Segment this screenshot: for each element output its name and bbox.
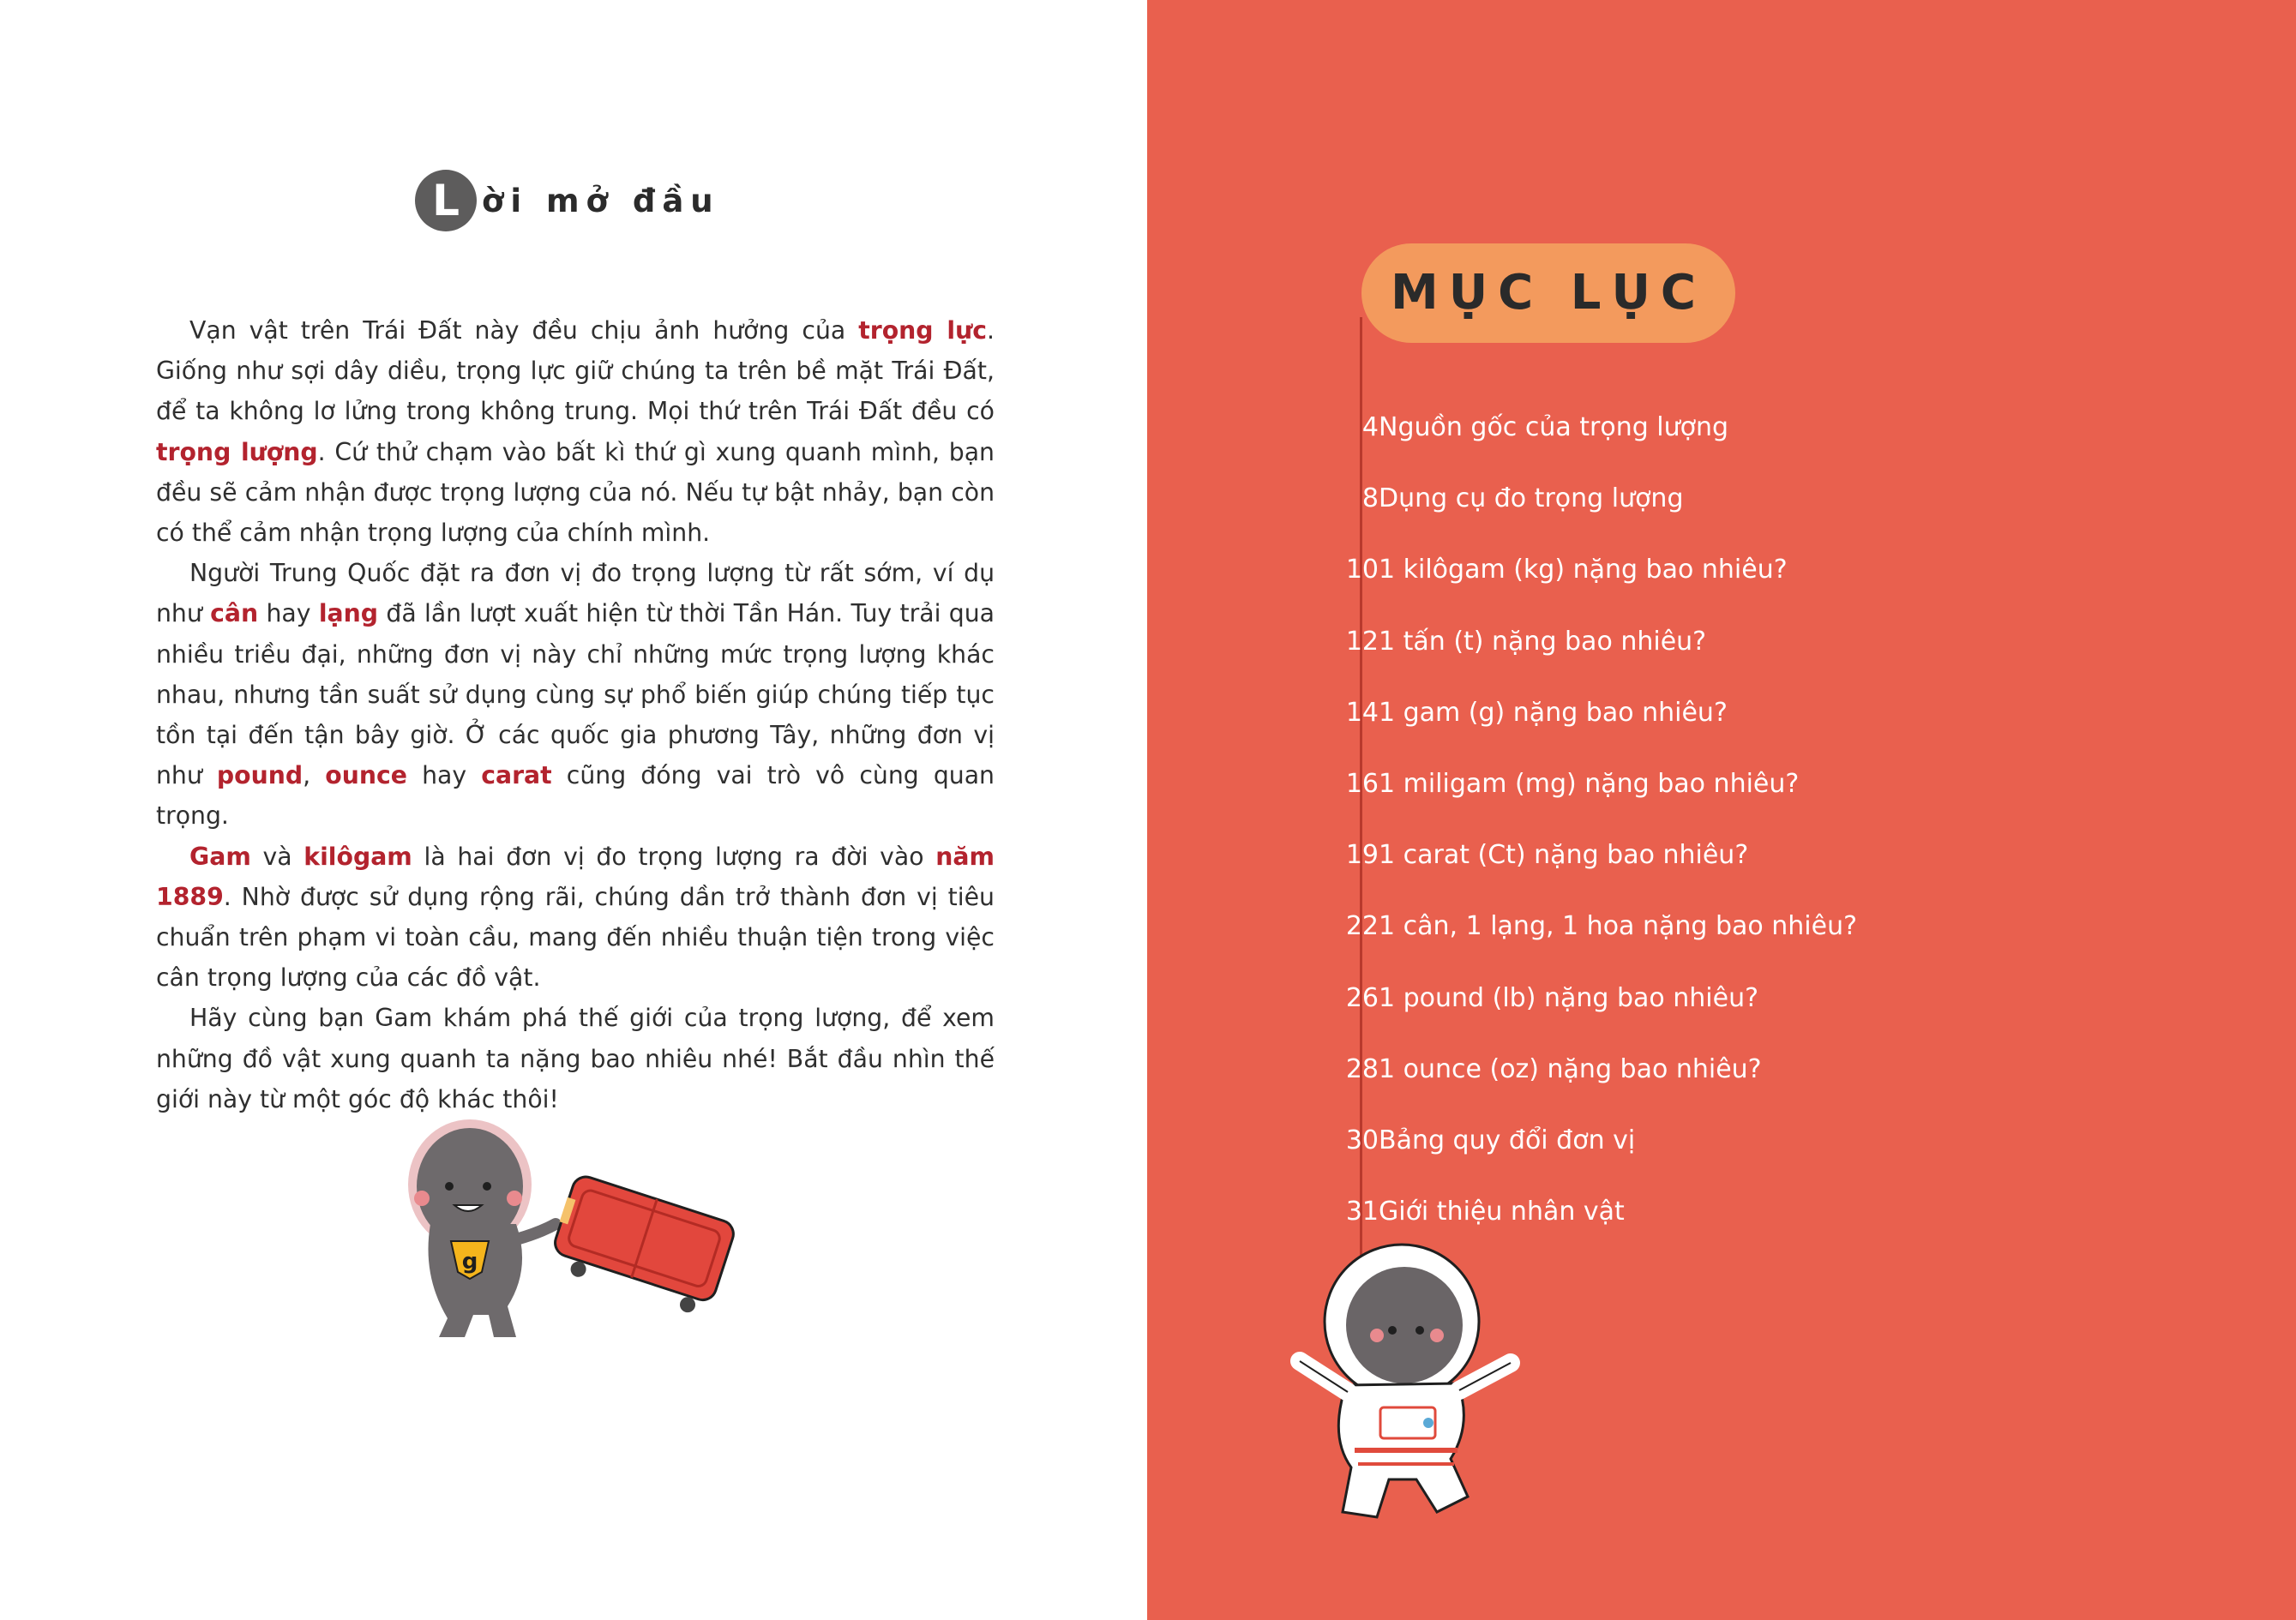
toc-entry[interactable] — [1147, 1048, 2296, 1091]
title-drop-cap: L — [415, 170, 477, 231]
intro-paragraph — [156, 310, 995, 553]
toc-page-number: 8 — [1361, 483, 1379, 514]
toc-page-number: 22 — [1345, 911, 1379, 942]
paragraph-text: hay — [406, 761, 482, 790]
toc-page-number: 4 — [1361, 412, 1379, 442]
paragraph-text: hay — [258, 599, 319, 628]
highlighted-term: trọng lượng — [156, 437, 318, 466]
toc-entry-label: 1 carat (Ct) nặng bao nhiêu? — [1379, 840, 1749, 871]
toc-entry[interactable] — [1147, 763, 2296, 806]
highlighted-term: trọng lực — [858, 316, 988, 345]
toc-entry-label: Nguồn gốc của trọng lượng — [1379, 412, 1729, 442]
paragraph-text: . Nhờ được sử dụng rộng rãi, chúng dần trở thành đơn vị tiêu chuẩn trên phạm vi toàn cầu, mang đến nhiều thuận tiện trong việc cân trọng lượng của các đồ vật. — [156, 882, 995, 993]
toc-title: MỤC LỤC — [1390, 265, 1707, 321]
toc-entry-label: 1 miligam (mg) nặng bao nhiêu? — [1379, 769, 1800, 799]
paragraph-text: . Cứ thử chạm vào bất kì thứ gì xung quanh mình, bạn đều sẽ cảm nhận được trọng lượng của nó. Nếu tự bật nhảy, bạn còn có thể cảm nhận trọng lượng của chính mình. — [156, 437, 995, 548]
highlighted-term: Gam — [189, 842, 251, 871]
toc-page-number: 14 — [1345, 697, 1379, 728]
toc-entry[interactable] — [1147, 905, 2296, 948]
left-page — [0, 0, 1147, 1620]
toc-page-number: 31 — [1345, 1197, 1379, 1227]
highlighted-term: pound — [216, 761, 304, 790]
intro-paragraph — [156, 553, 995, 836]
paragraph-text: đã lần lượt xuất hiện từ thời Tần Hán. Tuy trải qua nhiều triều đại, những đơn vị này chỉ những mức trọng lượng khác nhau, nhưng tần suất sử dụng cùng sự phổ biến giúp chúng tiếp tục tồn tại đến tận bây giờ. Ở các quốc gia phương Tây, những đơn vị như — [156, 599, 995, 790]
highlighted-term: carat — [481, 761, 552, 790]
toc-entry-label: 1 cân, 1 lạng, 1 hoa nặng bao nhiêu? — [1379, 911, 1858, 942]
toc-entry-label: Dụng cụ đo trọng lượng — [1379, 483, 1684, 514]
toc-entry[interactable] — [1147, 692, 2296, 735]
paragraph-text: . Giống như sợi dây diều, trọng lực giữ chúng ta trên bề mặt Trái Đất, để ta không lơ lửng trong không trung. Mọi thứ trên Trái Đất đều có — [156, 316, 995, 426]
toc-entry-label: 1 pound (lb) nặng bao nhiêu? — [1379, 982, 1759, 1013]
intro-paragraph — [156, 998, 995, 1119]
toc-entry[interactable] — [1147, 477, 2296, 520]
paragraph-text: , — [303, 761, 326, 790]
title-text: ời mở đầu — [482, 182, 720, 219]
toc-entry-label: Giới thiệu nhân vật — [1379, 1197, 1625, 1227]
toc-page-number: 10 — [1345, 555, 1379, 585]
highlighted-term: lạng — [318, 599, 379, 628]
paragraph-text: Vạn vật trên Trái Đất này đều chịu ảnh hưởng của — [189, 316, 859, 345]
paragraph-text: Người Trung Quốc đặt ra đơn vị đo trọng lượng từ rất sớm, ví dụ như — [156, 559, 995, 628]
mascot-badge-letter: g — [461, 1249, 478, 1275]
toc-page-number: 19 — [1345, 840, 1379, 871]
toc-entry-label: Bảng quy đổi đơn vị — [1379, 1125, 1636, 1155]
toc-entry[interactable] — [1147, 621, 2296, 663]
toc-entry[interactable] — [1147, 977, 2296, 1020]
toc-entry[interactable] — [1147, 406, 2296, 449]
toc-entry-label: 1 kilôgam (kg) nặng bao nhiêu? — [1379, 555, 1788, 585]
intro-body — [156, 310, 995, 1119]
intro-paragraph — [156, 837, 995, 999]
toc-entry[interactable] — [1147, 834, 2296, 877]
highlighted-term: ounce — [325, 761, 407, 790]
paragraph-text: cũng đóng vai trò vô cùng quan trọng. — [156, 761, 995, 831]
paragraph-text: Hãy cùng bạn Gam khám phá thế giới của trọng lượng, để xem những đồ vật xung quanh ta nặng bao nhiêu nhé! Bắt đầu nhìn thế giới này từ một góc độ khác thôi! — [156, 1004, 995, 1113]
toc-entry[interactable] — [1147, 1119, 2296, 1162]
highlighted-term: năm 1889 — [156, 842, 995, 911]
paragraph-text: và — [250, 842, 304, 871]
toc-entry-label: 1 tấn (t) nặng bao nhiêu? — [1379, 626, 1707, 657]
astronaut-mascot-illustration — [1269, 1239, 1535, 1531]
mascot-with-suitcase-illustration — [388, 1113, 744, 1353]
highlighted-term: kilôgam — [304, 842, 412, 871]
toc-entry[interactable] — [1147, 549, 2296, 591]
toc-page-number: 28 — [1345, 1053, 1379, 1084]
toc-entry[interactable] — [1147, 1191, 2296, 1233]
toc-entry-label: 1 ounce (oz) nặng bao nhiêu? — [1379, 1053, 1762, 1084]
toc-page-number: 12 — [1345, 626, 1379, 657]
paragraph-text: là hai đơn vị đo trọng lượng ra đời vào — [412, 842, 936, 871]
toc-page-number: 30 — [1345, 1125, 1379, 1155]
toc-page-number: 16 — [1345, 769, 1379, 799]
highlighted-term: cân — [210, 599, 259, 628]
toc-page-number: 26 — [1345, 982, 1379, 1013]
toc-entry-label: 1 gam (g) nặng bao nhiêu? — [1379, 697, 1728, 728]
intro-title — [415, 169, 720, 232]
